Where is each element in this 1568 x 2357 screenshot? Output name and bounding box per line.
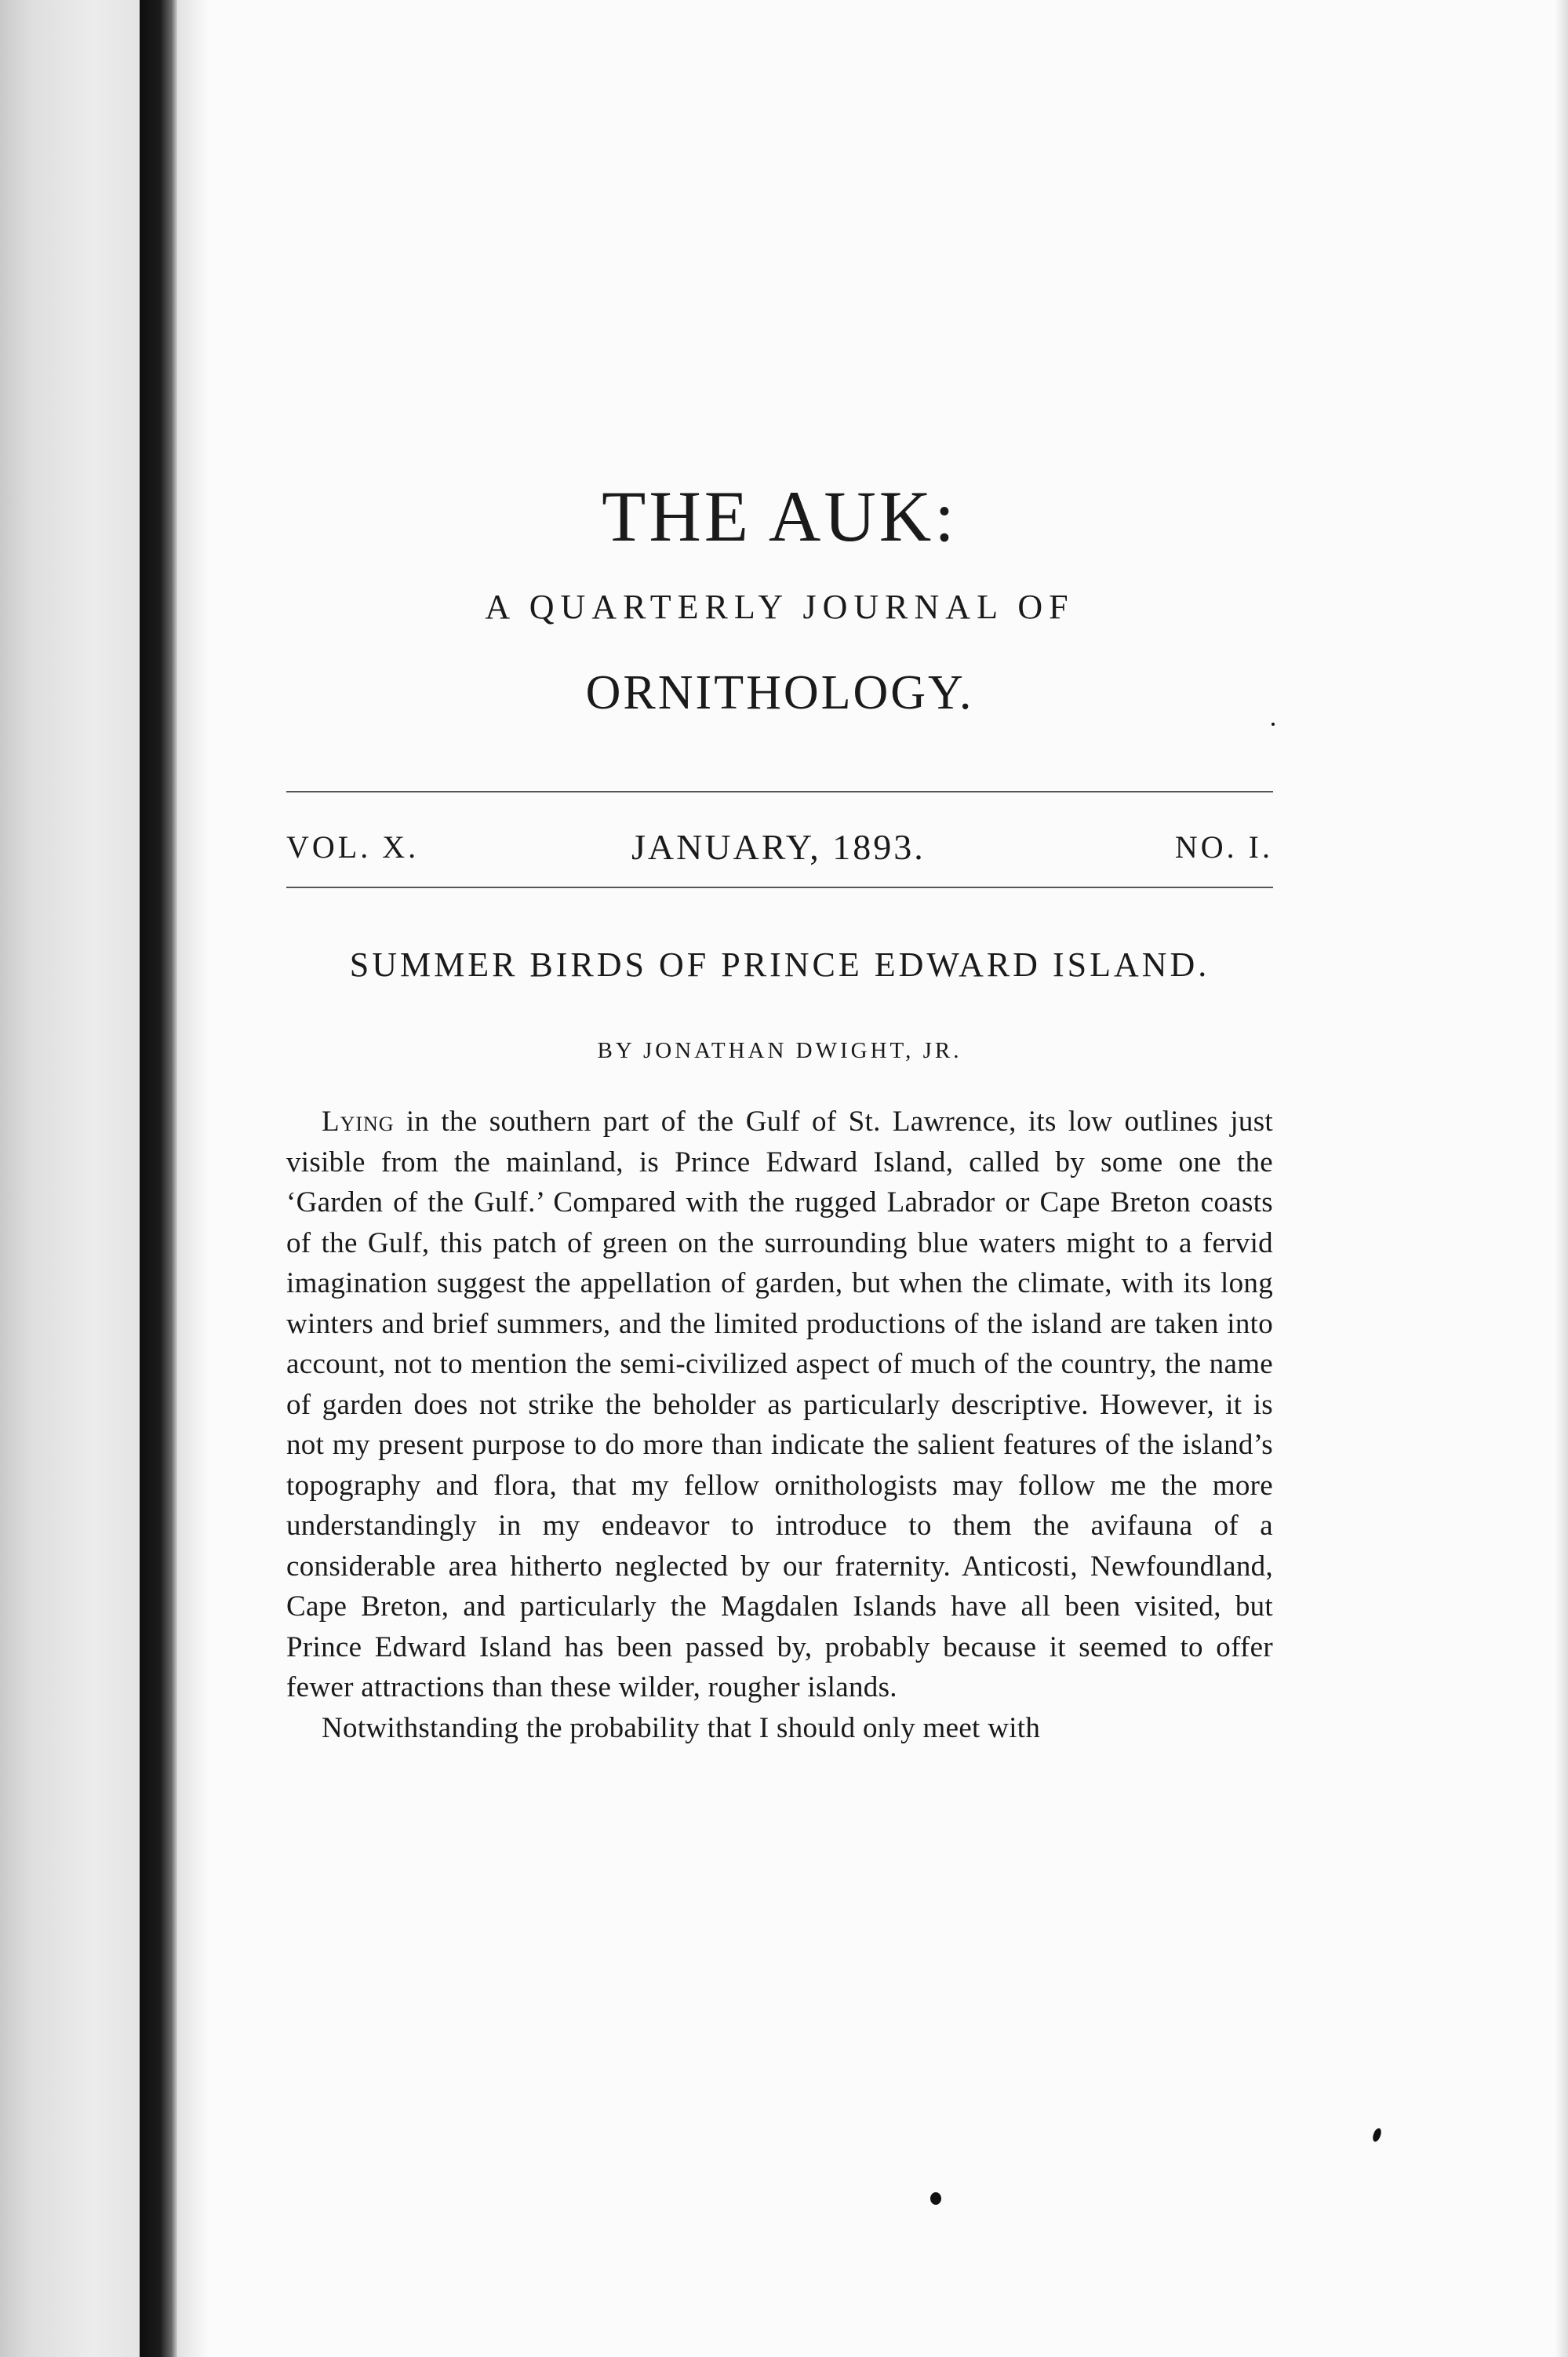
bottom-rule	[286, 887, 1273, 888]
paragraph-lead-word: Lying	[322, 1106, 395, 1138]
issue-date: JANUARY, 1893.	[631, 827, 926, 867]
body-paragraph-2: Notwithstanding the probability that I should only meet with	[322, 1711, 1041, 1744]
article-title: SUMMER BIRDS OF PRINCE EDWARD ISLAND.	[349, 945, 1210, 984]
paragraph-1-text: in the southern part of the Gulf of St. Lawrence, its low outlines just visible from the mainland, is Prince Edward Island, called by some one the ‘Garden of the Gulf.’ Compared with the rugged Labrador or Cape Breton coasts of the Gulf, this patch of green on the surrounding blue waters might to a fervid imagination suggest the appellation of garden, but when the climate, with its long winters and brief summers, and the limited productions of the island are taken into account, not to mention the semi-civilized aspect of much of the country, the name of garden does not strike the beholder as particularly descriptive. However, it is not my present purpose to do more than indicate the salient features of the island’s topography and flora, that my fellow ornithologists may follow me the more understandingly in my endeavor to introduce to them the avifauna of a considerable area hitherto neglected by our fraternity. Anticosti, Newfoundland, Cape Breton, and particularly the Magdalen Islands have all been visited, but Prince Edward Island has been passed by, probably because it seemed to offer fewer attractions than these wilder, rougher islands.	[286, 1106, 1273, 1703]
journal-subject: ORNITHOLOGY.	[585, 666, 974, 719]
issue-volume: VOL. X.	[286, 829, 420, 865]
top-rule	[286, 791, 1273, 792]
article-body	[286, 1102, 1273, 1748]
scan-speck	[930, 2192, 941, 2205]
article-author: BY JONATHAN DWIGHT, JR.	[597, 1038, 962, 1063]
gutter-shadow	[177, 0, 209, 2357]
body-paragraph-1	[286, 1102, 1273, 1708]
scan-speck	[1371, 2127, 1383, 2143]
issue-line	[286, 824, 1273, 871]
facing-page-edge	[0, 0, 140, 2357]
page-right-edge	[1555, 0, 1568, 2357]
journal-subtitle: A QUARTERLY JOURNAL OF	[485, 588, 1075, 626]
book-spine-shadow	[140, 0, 177, 2357]
journal-title: THE AUK:	[602, 476, 958, 556]
issue-number: NO. I.	[1174, 829, 1273, 865]
scan-speck	[1271, 723, 1275, 726]
